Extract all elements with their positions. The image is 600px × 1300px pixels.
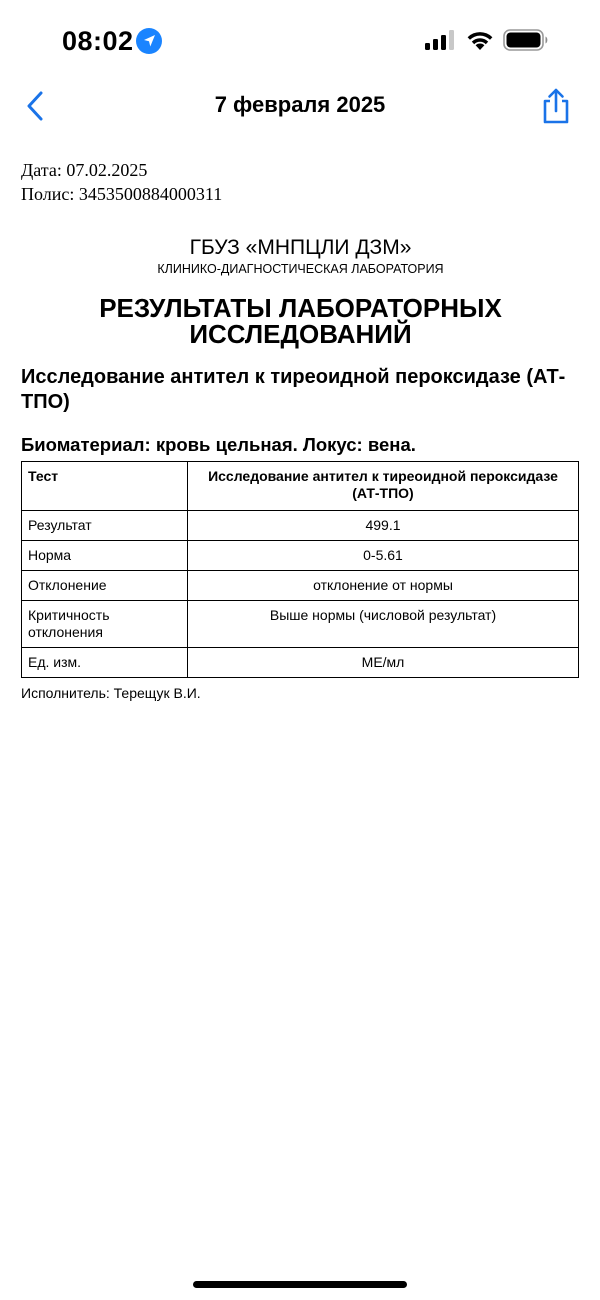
row-label: Норма (22, 541, 188, 571)
performer-line: Исполнитель: Терещук В.И. (21, 685, 201, 701)
row-value: 499.1 (188, 511, 579, 541)
home-indicator[interactable] (193, 1281, 407, 1288)
table-row (22, 648, 579, 678)
header-test-name: Исследование антител к тиреоидной пероксидазе (АТ-ТПО) (188, 462, 579, 511)
location-arrow-icon (135, 27, 163, 55)
table-row (22, 571, 579, 601)
results-table (21, 461, 579, 678)
table-header-row (22, 462, 579, 511)
status-time: 08:02 (62, 26, 134, 56)
nav-title: 7 февраля 2025 (214, 92, 386, 117)
study-title: Исследование антител к тиреоидной пероксидазе (АТ-ТПО) (21, 366, 566, 413)
nav-bar (0, 80, 600, 134)
wifi-icon (466, 28, 494, 50)
policy-number: Полис: 3453500884000311 (21, 184, 223, 204)
table-row (22, 601, 579, 648)
row-label: Ед. изм. (22, 648, 188, 678)
table-row (22, 541, 579, 571)
report-title-line-2: ИССЛЕДОВАНИЙ (189, 319, 412, 349)
row-label: Критичность отклонения (22, 601, 188, 648)
row-value: Выше нормы (числовой результат) (188, 601, 579, 648)
battery-icon (503, 29, 549, 51)
biomaterial-line: Биоматериал: кровь цельная. Локус: вена. (21, 434, 416, 455)
lab-report-document (21, 158, 580, 701)
status-bar (0, 0, 600, 80)
header-test-label: Тест (22, 462, 188, 511)
organization-subtitle: КЛИНИКО-ДИАГНОСТИЧЕСКАЯ ЛАБОРАТОРИЯ (157, 262, 444, 276)
row-label: Отклонение (22, 571, 188, 601)
cellular-signal-icon (425, 30, 457, 50)
share-icon[interactable] (541, 88, 571, 124)
row-value: МЕ/мл (188, 648, 579, 678)
report-title (21, 295, 580, 347)
row-label: Результат (22, 511, 188, 541)
organization-name: ГБУЗ «МНПЦЛИ ДЗМ» (189, 236, 412, 259)
row-value: отклонение от нормы (188, 571, 579, 601)
table-row (22, 511, 579, 541)
report-title-line-1: РЕЗУЛЬТАТЫ ЛАБОРАТОРНЫХ (99, 293, 502, 323)
row-value: 0-5.61 (188, 541, 579, 571)
report-date: Дата: 07.02.2025 (21, 160, 148, 180)
